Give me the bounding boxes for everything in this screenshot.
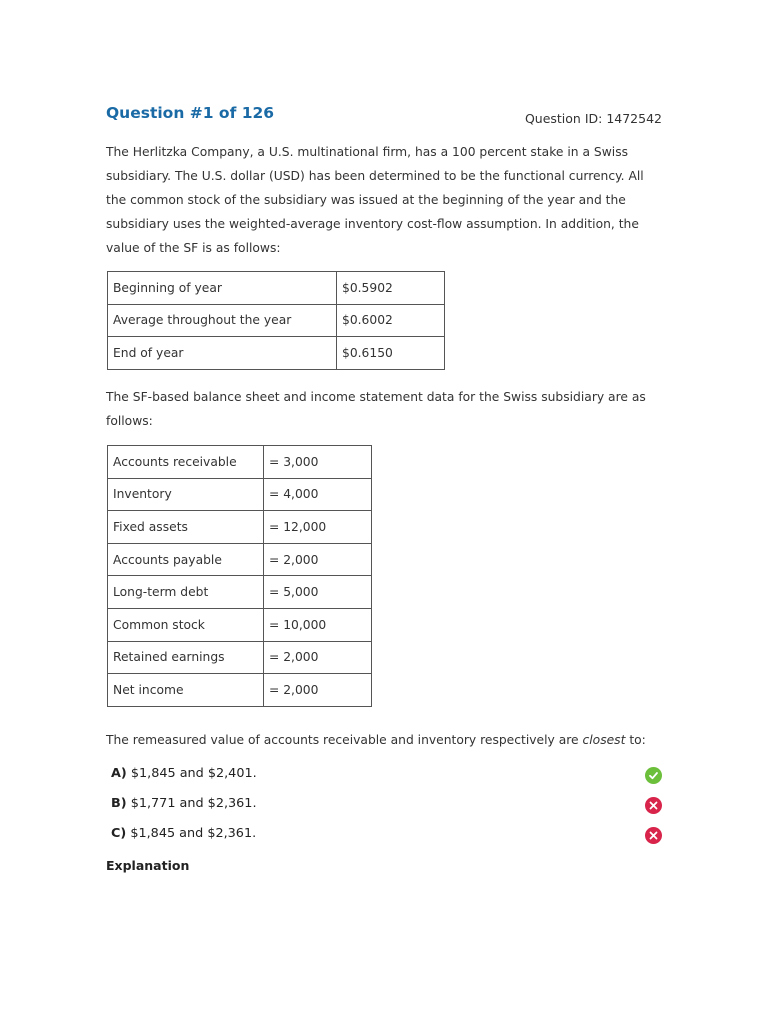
prompt-text-end: to:: [625, 733, 646, 747]
balance-value-cell: = 10,000: [264, 608, 372, 641]
balance-row: [108, 674, 372, 707]
balance-value-cell: = 2,000: [264, 641, 372, 674]
option-text: $1,771 and $2,361.: [130, 796, 257, 811]
rate-row: [108, 272, 445, 305]
balance-label-cell: Inventory: [108, 478, 264, 511]
answer-option[interactable]: [111, 796, 662, 818]
balance-value-cell: = 12,000: [264, 511, 372, 544]
balance-value-cell: = 2,000: [264, 674, 372, 707]
rate-value-cell: $0.6150: [337, 337, 445, 370]
balance-row: [108, 543, 372, 576]
balance-value-cell: = 4,000: [264, 478, 372, 511]
option-text: $1,845 and $2,401.: [130, 766, 257, 781]
balance-label-cell: Retained earnings: [108, 641, 264, 674]
balance-value-cell: = 3,000: [264, 446, 372, 479]
balance-row: [108, 641, 372, 674]
question-id: Question ID: 1472542: [524, 111, 662, 126]
prompt-text: The remeasured value of accounts receivable and inventory respectively are: [106, 733, 583, 747]
question-intro: The Herlitzka Company, a U.S. multinational firm, has a 100 percent stake in a Swiss subsidiary. The U.S. dollar (USD) has been determined to be the functional currency. All the common stock of the subsidiary was issued at the beginning of the year and the subsidiary uses the weighted-average inventory cost-flow assumption. In addition, the value of the SF is as follows:: [106, 145, 644, 255]
option-letter: C): [111, 826, 127, 841]
balance-row: [108, 478, 372, 511]
rate-value-cell: $0.5902: [337, 272, 445, 305]
prompt-emphasis: closest: [582, 733, 626, 747]
answer-option[interactable]: [111, 826, 662, 848]
balance-label-cell: Net income: [108, 674, 264, 707]
x-icon: [645, 797, 662, 814]
question-title: Question #1 of 126: [106, 104, 275, 122]
option-letter: B): [111, 796, 127, 811]
balance-row: [108, 511, 372, 544]
balance-label-cell: Long-term debt: [108, 576, 264, 609]
balance-label-cell: Accounts payable: [108, 543, 264, 576]
explanation-heading: Explanation: [106, 858, 190, 873]
rate-label-cell: End of year: [108, 337, 337, 370]
balance-label-cell: Common stock: [108, 608, 264, 641]
question-prompt: [106, 728, 662, 752]
balance-row: [108, 576, 372, 609]
balance-label-cell: Accounts receivable: [108, 446, 264, 479]
x-icon: [645, 827, 662, 844]
rate-value-cell: $0.6002: [337, 304, 445, 337]
balance-value-cell: = 5,000: [264, 576, 372, 609]
balance-intro: The SF-based balance sheet and income statement data for the Swiss subsidiary are as follows:: [106, 390, 646, 428]
option-text: $1,845 and $2,361.: [130, 826, 257, 841]
balance-row: [108, 608, 372, 641]
answer-option[interactable]: [111, 766, 662, 788]
balance-sheet-table: [107, 445, 372, 707]
option-letter: A): [111, 766, 127, 781]
balance-label-cell: Fixed assets: [108, 511, 264, 544]
balance-value-cell: = 2,000: [264, 543, 372, 576]
exchange-rate-table: [107, 271, 445, 370]
balance-row: [108, 446, 372, 479]
question-header: [106, 104, 662, 134]
rate-label-cell: Beginning of year: [108, 272, 337, 305]
rate-row: [108, 304, 445, 337]
check-icon: [645, 767, 662, 784]
rate-row: [108, 337, 445, 370]
rate-label-cell: Average throughout the year: [108, 304, 337, 337]
